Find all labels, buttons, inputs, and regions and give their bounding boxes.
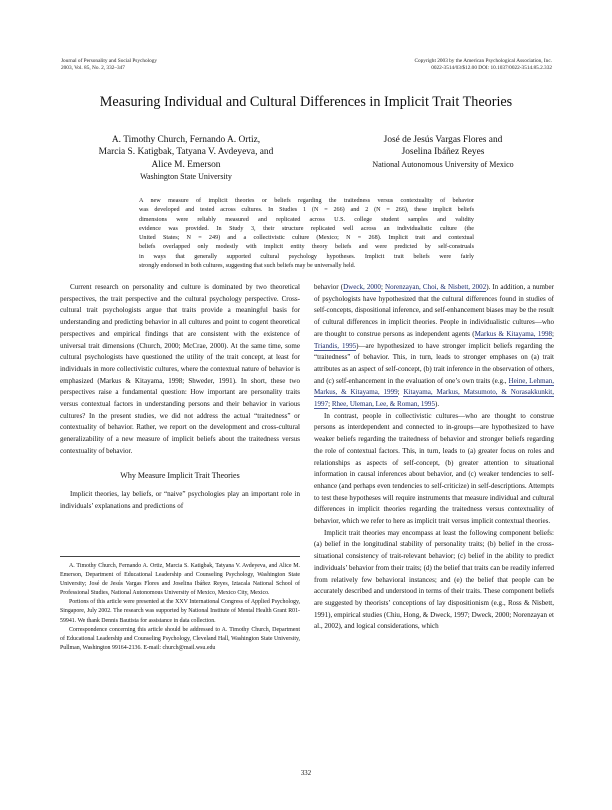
author-affiliation: National Autonomous University of Mexico bbox=[372, 159, 514, 169]
text-run: ; bbox=[380, 283, 385, 291]
author-line: A. Timothy Church, Fernando A. Ortiz, bbox=[111, 135, 261, 145]
author-line: Joselina Ibáñez Reyes bbox=[401, 147, 485, 158]
body-paragraph: Implicit trait theories may encompass at least the following component beliefs: (a) belief in the longitudinal stability of personality traits; (b) belief in the cross-situational consistency of trait-relevant behavior; (c) belief in the ability to predict individuals’ behavior from their traits; (d) the belief that traits can be readily inferred from relatively few behavioral instances; and (e) the belief that people can be accurately described and understood in terms of their traits. These component beliefs are suggested by theorists’ conceptions of lay dispositionism (e.g., Ross & Nisbett, 1991), empirical studies (Chiu, Hong, & Dweck, 1997; Dweck, 2000; Norenzayan et al., 2002), and logical considerations, which bbox=[314, 528, 554, 631]
body-column-right bbox=[314, 282, 554, 633]
citation-link[interactable]: Dweck, 2000 bbox=[343, 283, 381, 291]
body-paragraph bbox=[314, 282, 554, 411]
body-column-left bbox=[60, 282, 300, 513]
text-run: ; bbox=[552, 329, 554, 338]
abstract-line: beliefs overlapped only modestly with implicit entity theory beliefs and were predicted by self-construals bbox=[139, 244, 474, 251]
abstract-line: dimensions were reliably measured and replicated across U.S. college student samples and validity bbox=[139, 216, 474, 223]
author-line: Marcia S. Katigbak, Tatyana V. Avdeyeva, and bbox=[98, 147, 274, 158]
footnote-acknowledgments: Portions of this article were presented at the XXV International Congress of Applied Psychology, Singapore, July 2002. The research was supported by National Institute of Mental Health Grant R01-59941. We thank Dennis Bautista for assistance in data collection. bbox=[60, 599, 300, 624]
running-header-copyright bbox=[414, 58, 552, 72]
copyright-notice: Copyright 2003 by the American Psychological Association, Inc. bbox=[414, 58, 552, 64]
text-run: ). bbox=[434, 400, 440, 409]
footnote-affiliations: A. Timothy Church, Fernando A. Ortiz, Marcia S. Katigbak, Tatyana V. Avdeyeva, and Alice M. Emerson, Department of Educational Leadership and Counseling Psychology, Washington State University; José de Jesús Vargas Flores and Joselina Ibáñez Reyes, Iztacala National School of Professional Studies, National Autonomous University of Mexico, Mexico City, Mexico. bbox=[60, 563, 300, 597]
abstract bbox=[139, 197, 474, 271]
abstract-line: evidence was provided. In Study 3, their structure replicated well across an individualistic culture (the bbox=[139, 225, 474, 232]
author-note bbox=[60, 562, 300, 653]
citation-link[interactable]: Norenzayan, Choi, & Nisbett, 2002 bbox=[385, 283, 487, 291]
abstract-line: A new measure of implicit theories or beliefs regarding the traitedness versus contextuality of behavior bbox=[139, 198, 474, 204]
abstract-line: United States; N = 249) and a collectivistic culture (Mexico; N = 268). Implicit trait and contextual bbox=[139, 235, 474, 242]
body-paragraph: In contrast, people in collectivistic cultures—who are thought to construe persons as interdependent and connected to in-groups—are hypothesized to have weaker beliefs regarding the traitedness of behavior and stronger beliefs regarding the role of contextual factors. This, in turn, leads to (a) greater focus on roles and relationships as aspects of self-concept, (b) greater attention to situational information in causal inferences about behavior, and (c) weaker tendencies to self-enhance (and perhaps even tendencies to self-criticize) in self-descriptions. Attempts to test these hypotheses will require instruments that measure individual and cultural differences in implicit theories regarding the traitedness versus contextuality of behavior, which we refer to here as implicit trait versus implicit contextual theories. bbox=[314, 411, 554, 526]
text-run: ; bbox=[397, 388, 404, 397]
author-line: José de Jesús Vargas Flores and bbox=[383, 135, 503, 145]
text-run: )—are hypothesized to have stronger implicit beliefs regarding the “traitedness” of behavior. This, in turn, leads to stronger emphases on (a) trait attributes as an aspect of self-concept, (b) trait inference in the observation of others, and (c) self-enhancement in the evaluation of one’s own traits (e.g., bbox=[314, 341, 554, 385]
body-paragraph: Current research on personality and culture is dominated by two theoretical perspectives, the trait perspective and the cultural psychology perspective. Cross-cultural trait psychologists argue that traits provide a meaningful basis for understanding and predicting behavior in all cultures and point to cogent theoretical perspectives and empirical findings that are consistent with the existence of universal trait dimensions (Church, 2000; McCrae, 2000). At the same time, some cultural psychologists have questioned the utility of the trait concept, at least for individuals in more collectivistic cultures, where the contextual nature of behavior is emphasized (Markus & Kitayama, 1998; Shweder, 1991). In short, these two perspectives raise a fundamental question: How important are personality traits versus contextual factors in understanding persons and their behavior in various cultures? In the present studies, we did not address the actual “traitedness” or contextuality of behavior. Rather, we report on the development and cross-cultural generalizability of a new measure of implicit beliefs about the traitedness versus contextuality of behavior. bbox=[60, 283, 300, 455]
footnote-divider bbox=[60, 556, 300, 557]
text-run: ; bbox=[328, 400, 332, 409]
body-paragraph: Implicit theories, lay beliefs, or “naive” psychologies play an important role in individuals’ explanations and predictions of bbox=[60, 490, 300, 510]
doi-line: 0022-3514/03/$12.00 DOI: 10.1037/0022-3514.85.2.332 bbox=[431, 65, 552, 71]
section-heading: Why Measure Implicit Trait Theories bbox=[120, 470, 240, 480]
author-line: Alice M. Emerson bbox=[151, 159, 221, 170]
author-block-right bbox=[338, 134, 548, 171]
citation-link[interactable]: Markus & Kitayama, 1998 bbox=[474, 329, 553, 338]
page-number: 332 bbox=[300, 770, 312, 777]
citation-link[interactable]: Heine, Lehman, Markus, & Kitayama, 1999 bbox=[314, 376, 554, 397]
citation-link[interactable]: Kitayama, Markus, Matsumoto, & Norasakkunkit, 1997 bbox=[314, 388, 554, 409]
text-run: behavior ( bbox=[314, 283, 344, 291]
abstract-line: in ways that generally supported cultural psychology hypotheses. Implicit trait beliefs were fairly bbox=[139, 253, 474, 260]
citation-link[interactable]: Triandis, 1995 bbox=[314, 341, 357, 350]
author-block-left bbox=[60, 134, 312, 184]
running-header-journal bbox=[61, 58, 157, 72]
journal-volume: 2003, Vol. 85, No. 2, 332–347 bbox=[61, 65, 125, 71]
article-title: Measuring Individual and Cultural Differences in Implicit Trait Theories bbox=[99, 94, 513, 110]
journal-name: Journal of Personality and Social Psychology bbox=[61, 58, 158, 64]
footnote-correspondence: Correspondence concerning this article should be addressed to A. Timothy Church, Department of Educational Leadership and Counseling Psychology, Cleveland Hall, Washington State University, Pullman, Washington 99164-2136. E-mail: church@mail.wsu.edu bbox=[60, 626, 300, 651]
citation-link[interactable]: Rhee, Uleman, Lee, & Roman, 1995 bbox=[331, 400, 435, 409]
author-affiliation: Washington State University bbox=[140, 172, 232, 182]
text-run: ). In addition, a number of psychologists have hypothesized that the cultural differences found in studies of self-concepts, dispositional inference, and self-enhancement biases may be the result of cultural differences in implicit theories. People in individualistic cultures—who are thought to construe persons as independent agents ( bbox=[314, 283, 554, 338]
abstract-line: strongly endorsed in both cultures, suggesting that such beliefs may be universally held. bbox=[139, 263, 356, 270]
abstract-line: was developed and tested across cultures. In Studies 1 (N = 266) and 2 (N = 266), these implicit beliefs bbox=[139, 207, 474, 214]
